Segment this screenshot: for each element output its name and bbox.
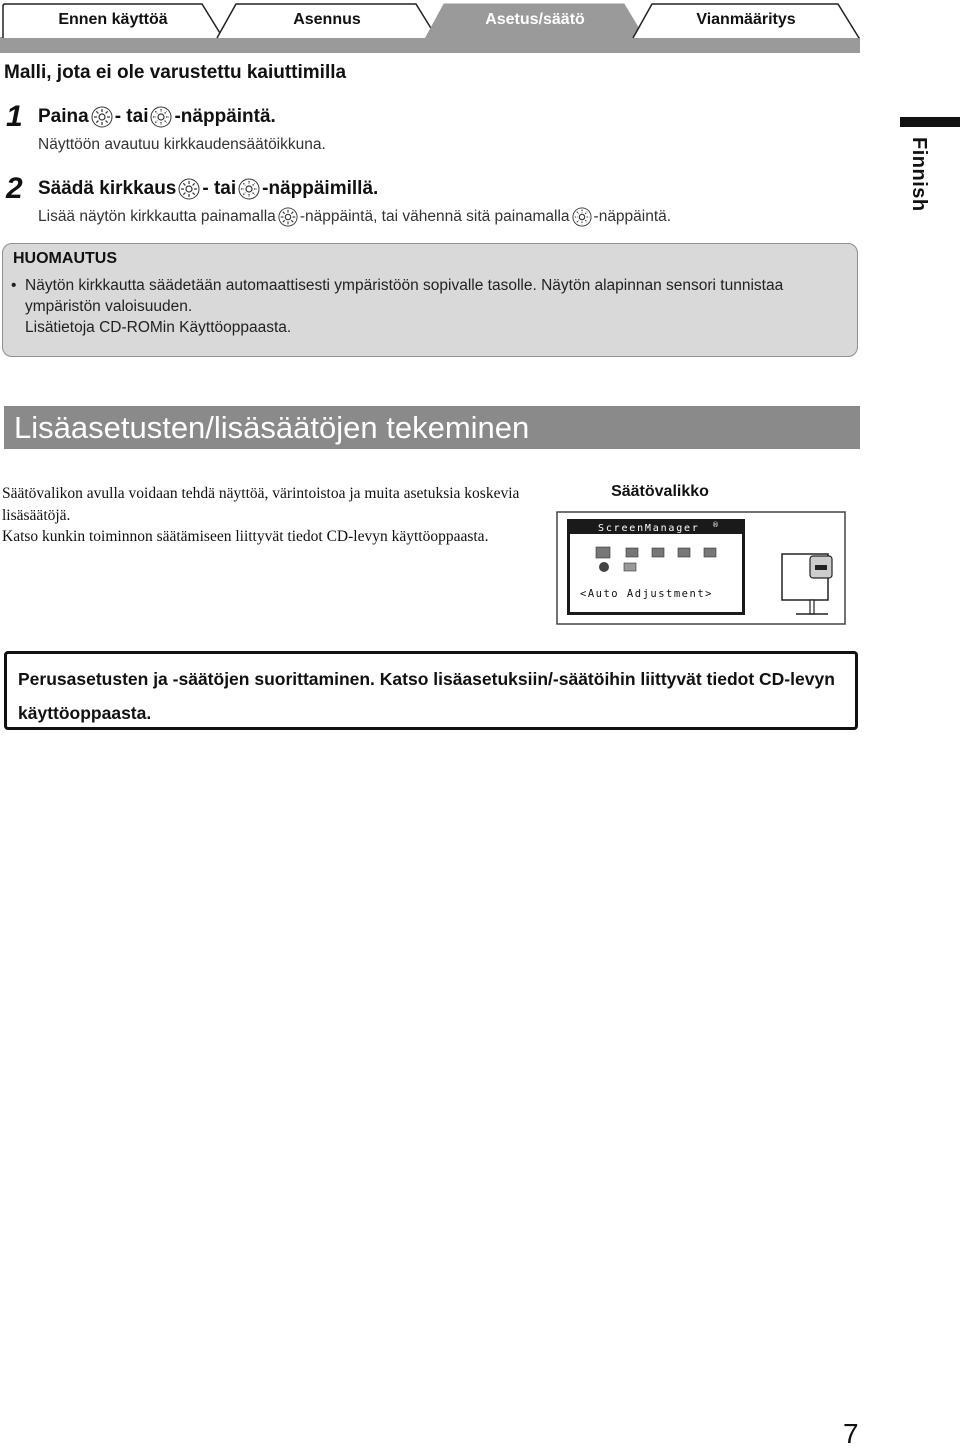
note-bullet: • <box>11 277 17 294</box>
small-monitor-stand <box>810 600 814 614</box>
step-2-heading-a: Säädä kirkkaus <box>38 178 177 199</box>
step-2-desc-c: -näppäintä. <box>593 208 672 225</box>
step-1-heading-c: -näppäintä. <box>174 106 276 127</box>
page-number: 7 <box>843 1418 859 1449</box>
step-2-heading <box>38 178 378 200</box>
screen-setting-icon <box>596 547 610 558</box>
side-tab-bar <box>900 117 960 127</box>
tab-asetus-saato[interactable] <box>424 3 646 37</box>
step-2-heading-c: -näppäimillä. <box>262 178 379 199</box>
tools-icon <box>624 563 636 571</box>
info-setting-icon <box>704 548 716 557</box>
note-body <box>11 275 841 338</box>
tab-label: Vianmääritys <box>696 11 796 28</box>
note-line: Näytön kirkkautta säädetään automaattisesti ympäristöön sopivalle tasolle. Näytön alapinnan sensori tunnistaa ympäristön valoisuuden. <box>25 277 784 315</box>
section-banner <box>4 406 860 449</box>
osd-item-auto-adjustment: <Auto Adjustment> <box>580 588 713 600</box>
menu-button-mark <box>815 565 827 570</box>
step-1-heading-b: - tai <box>114 106 149 127</box>
intro-paragraph <box>2 483 522 548</box>
reference-text: Perusasetusten ja -säätöjen suorittaminen. Katso lisäasetuksiin/-säätöihin liittyvät tiedot CD-levyn käyttöoppaasta. <box>18 669 835 723</box>
note-line: Lisätietoja CD-ROMin Käyttöoppaasta. <box>25 319 292 336</box>
step-2-desc-b: -näppäintä, tai vähennä sitä painamalla <box>299 208 570 225</box>
brightness-up-icon <box>91 106 113 128</box>
step-1-heading-a: Paina <box>38 106 89 127</box>
paragraph-line: Säätövalikon avulla voidaan tehdä näyttöä, värintoistoa ja muita asetuksia koskevia lisäsäätöjä. <box>2 485 520 524</box>
osd-content <box>570 534 742 612</box>
step-2-number: 2 <box>6 172 23 205</box>
color-setting-icon <box>626 548 638 557</box>
note-title: HUOMAUTUS <box>13 250 117 267</box>
paragraph-line: Katso kunkin toiminnon säätämiseen liittyvät tiedot CD-levyn käyttöoppaasta. <box>2 528 489 545</box>
screenmanager-illustration <box>556 511 846 625</box>
brightness-down-icon <box>572 207 592 227</box>
step-2-heading-b: - tai <box>202 178 237 199</box>
tab-asennus[interactable] <box>216 3 438 37</box>
banner-title: Lisäasetusten/lisäsäätöjen tekeminen <box>14 410 530 445</box>
tab-label: Asennus <box>293 11 361 28</box>
step-1-heading <box>38 106 276 128</box>
brightness-down-icon <box>150 106 172 128</box>
tab-label: Asetus/säätö <box>485 11 585 28</box>
sound-setting-icon <box>652 548 664 557</box>
tab-label: Ennen käyttöä <box>58 11 168 28</box>
side-tab-label: Finnish <box>908 137 930 212</box>
osd-title-mark: ® <box>712 521 719 529</box>
language-icon <box>599 562 609 572</box>
step-2-desc-a: Lisää näytön kirkkautta painamalla <box>38 208 276 225</box>
power-setting-icon <box>678 548 690 557</box>
menu-label: Säätövalikko <box>611 483 709 500</box>
language-side-tab <box>900 117 960 217</box>
tab-bar-underline <box>0 37 860 53</box>
tab-ennen-kayttoa[interactable] <box>2 3 224 37</box>
step-1-description: Näyttöön avautuu kirkkaudensäätöikkuna. <box>38 136 326 153</box>
brightness-up-icon <box>178 178 200 200</box>
step-1-number: 1 <box>6 100 23 133</box>
step-2-description <box>38 207 671 227</box>
note-box <box>2 243 858 357</box>
tab-bar <box>0 0 860 54</box>
tab-vianmaaritys[interactable] <box>632 3 860 37</box>
brightness-down-icon <box>238 178 260 200</box>
reference-box <box>4 651 858 730</box>
osd-title: ScreenManager <box>598 523 700 534</box>
brightness-up-icon <box>278 207 298 227</box>
section-title: Malli, jota ei ole varustettu kaiuttimilla <box>4 62 347 83</box>
